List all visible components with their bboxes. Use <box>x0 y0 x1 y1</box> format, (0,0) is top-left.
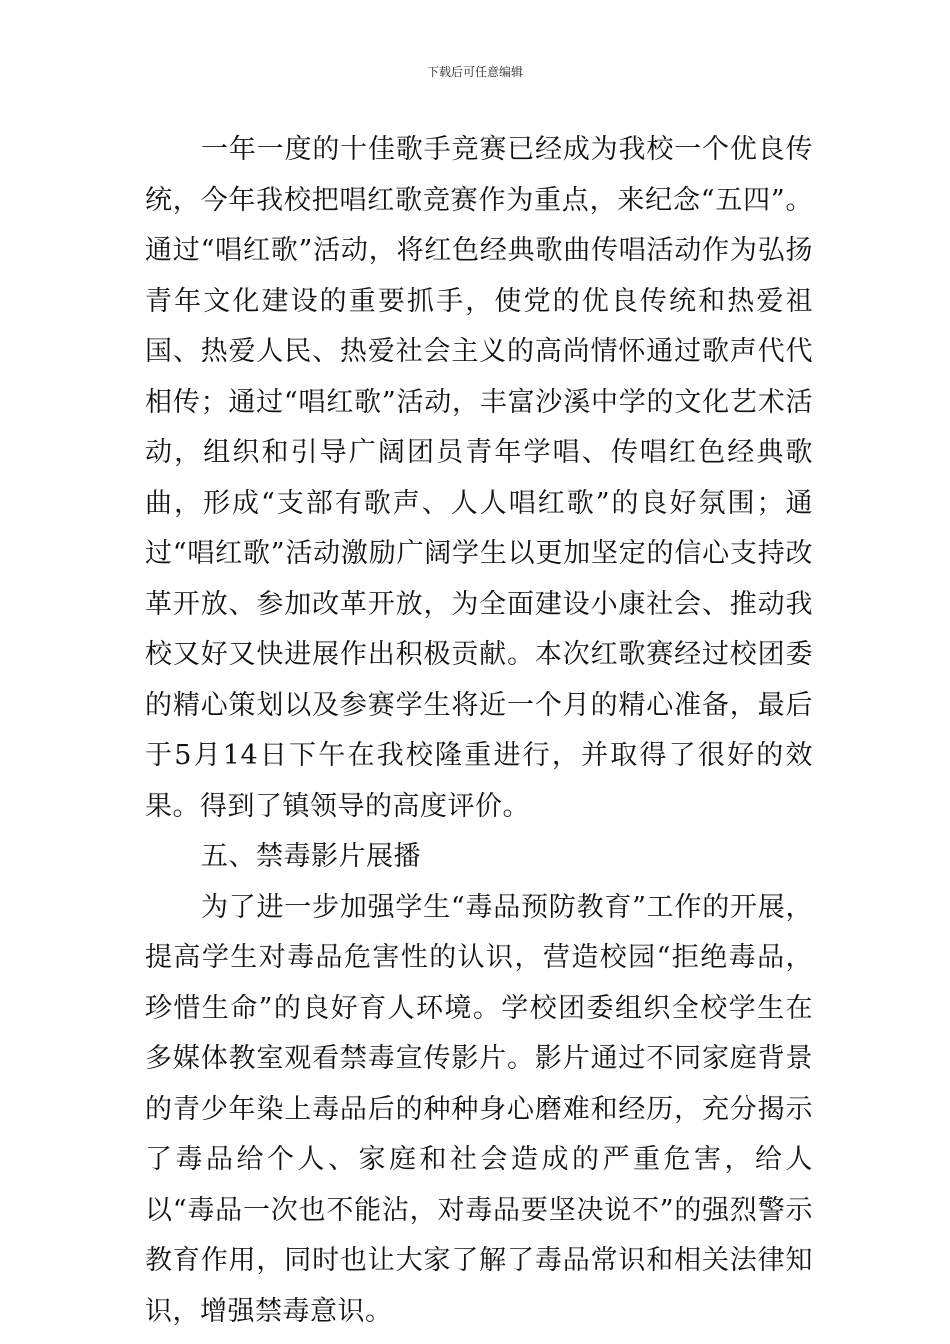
body-text <box>145 125 813 1337</box>
section-heading-anti-drug-film: 五、禁毒影片展播 <box>201 841 421 872</box>
paragraph-red-song-contest: 一年一度的十佳歌手竞赛已经成为我校一个优良传统，今年我校把唱红歌竞赛作为重点，来纪念“五四”。通过“唱红歌”活动，将红色经典歌曲传唱活动作为弘扬青年文化建设的重要抓手，使党的优良传统和热爱祖国、热爱人民、热爱社会主义的高尚情怀通过歌声代代相传；通过“唱红歌”活动，丰富沙溪中学的文化艺术活动，组织和引导广阔团员青年学唱、传唱红色经典歌曲，形成“支部有歌声、人人唱红歌”的良好氛围；通过“唱红歌”活动激励广阔学生以更加坚定的信心支持改革开放、参加改革开放，为全面建设小康社会、推动我校又好又快进展作出积极贡献。本次红歌赛经过校团委的精心策划以及参赛学生将近一个月的精心准备，最后于5月14日下午在我校隆重进行，并取得了很好的效果。得到了镇领导的高度评价。 <box>145 134 813 822</box>
paragraph-anti-drug-film: 为了进一步加强学生“毒品预防教育”工作的开展，提高学生对毒品危害性的认识，营造校园“拒绝毒品，珍惜生命”的良好育人环境。学校团委组织全校学生在多媒体教室观看禁毒宣传影片。影片通过不同家庭背景的青少年染上毒品后的种种身心磨难和经历，充分揭示了毒品给个人、家庭和社会造成的严重危害，给人以“毒品一次也不能沾，对毒品要坚决说不”的强烈警示教育作用，同时也让大家了解了毒品常识和相关法律知识，增强禁毒意识。 <box>145 891 813 1327</box>
header-note: 下载后可任意编辑 <box>426 65 523 79</box>
